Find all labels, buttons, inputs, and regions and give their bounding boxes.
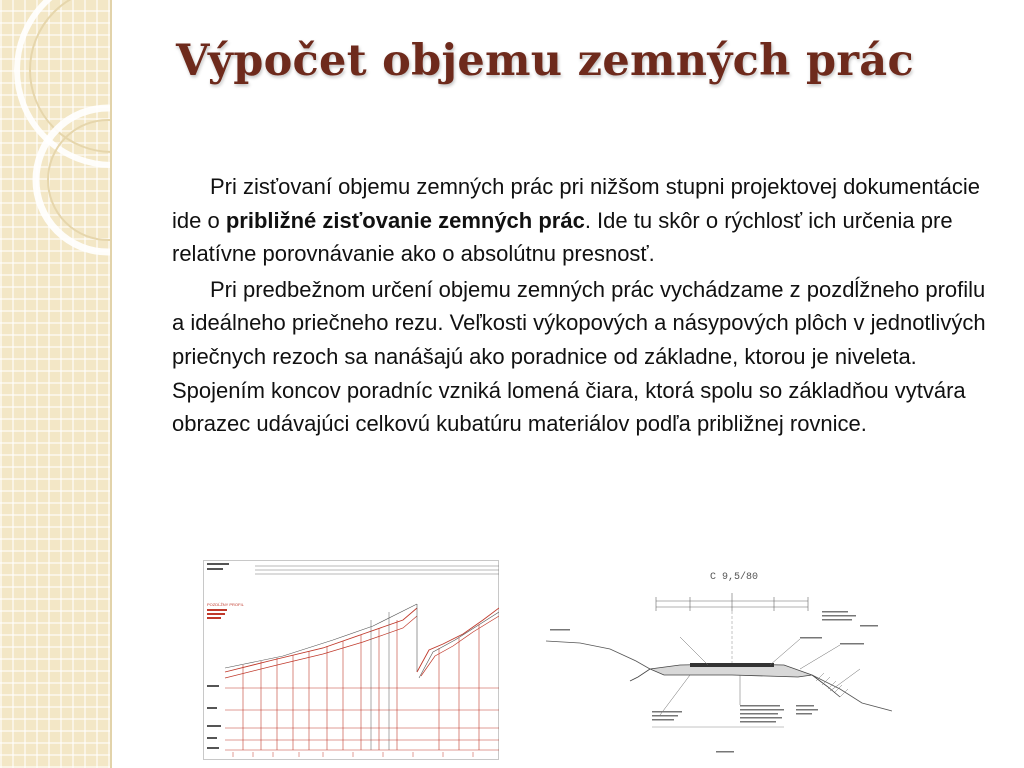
paragraph-2: Pri predbežnom určení objemu zemných prác vychádzame z pozdĺžneho profilu a ideálneho priečneho rezu. Veľkosti výkopových a násypových plôch v jednotlivých priečnych rezoch sa nanášajú ako poradnice od základne, ktorou je niveleta. Spojením koncov poradníc vzniká lomená čiara, ktorá spolu so základňou vytvára obrazec udávajúci celkovú kubatúru materiálov podľa približnej rovnice. <box>172 276 986 437</box>
cross-section-image <box>540 565 892 765</box>
longitudinal-profile-image <box>203 560 499 760</box>
paragraph-1 <box>172 170 987 271</box>
sidebar-circles <box>0 0 112 768</box>
cross-section-heading: C 9,5/80 <box>710 572 759 583</box>
paragraph-1-bold: približné zisťovanie zemných prác <box>225 207 585 233</box>
sidebar-edge <box>110 0 112 768</box>
decorative-sidebar <box>0 0 112 768</box>
slide-body <box>172 170 987 443</box>
paragraph-1-tail: . Ide tu skôr o rýchlosť ich určenia pre relatívne porovnávanie ako o absolútnu presnosť. <box>172 207 953 267</box>
paragraph-1-text: Pri zisťovaní objemu zemných prác pri nižšom stupni projektovej dokumentácie ide o <box>172 174 981 233</box>
slide-title: Výpočet objemu zemných prác <box>176 36 914 86</box>
profile-heading: POZDĹŽNY PROFIL <box>207 602 244 607</box>
